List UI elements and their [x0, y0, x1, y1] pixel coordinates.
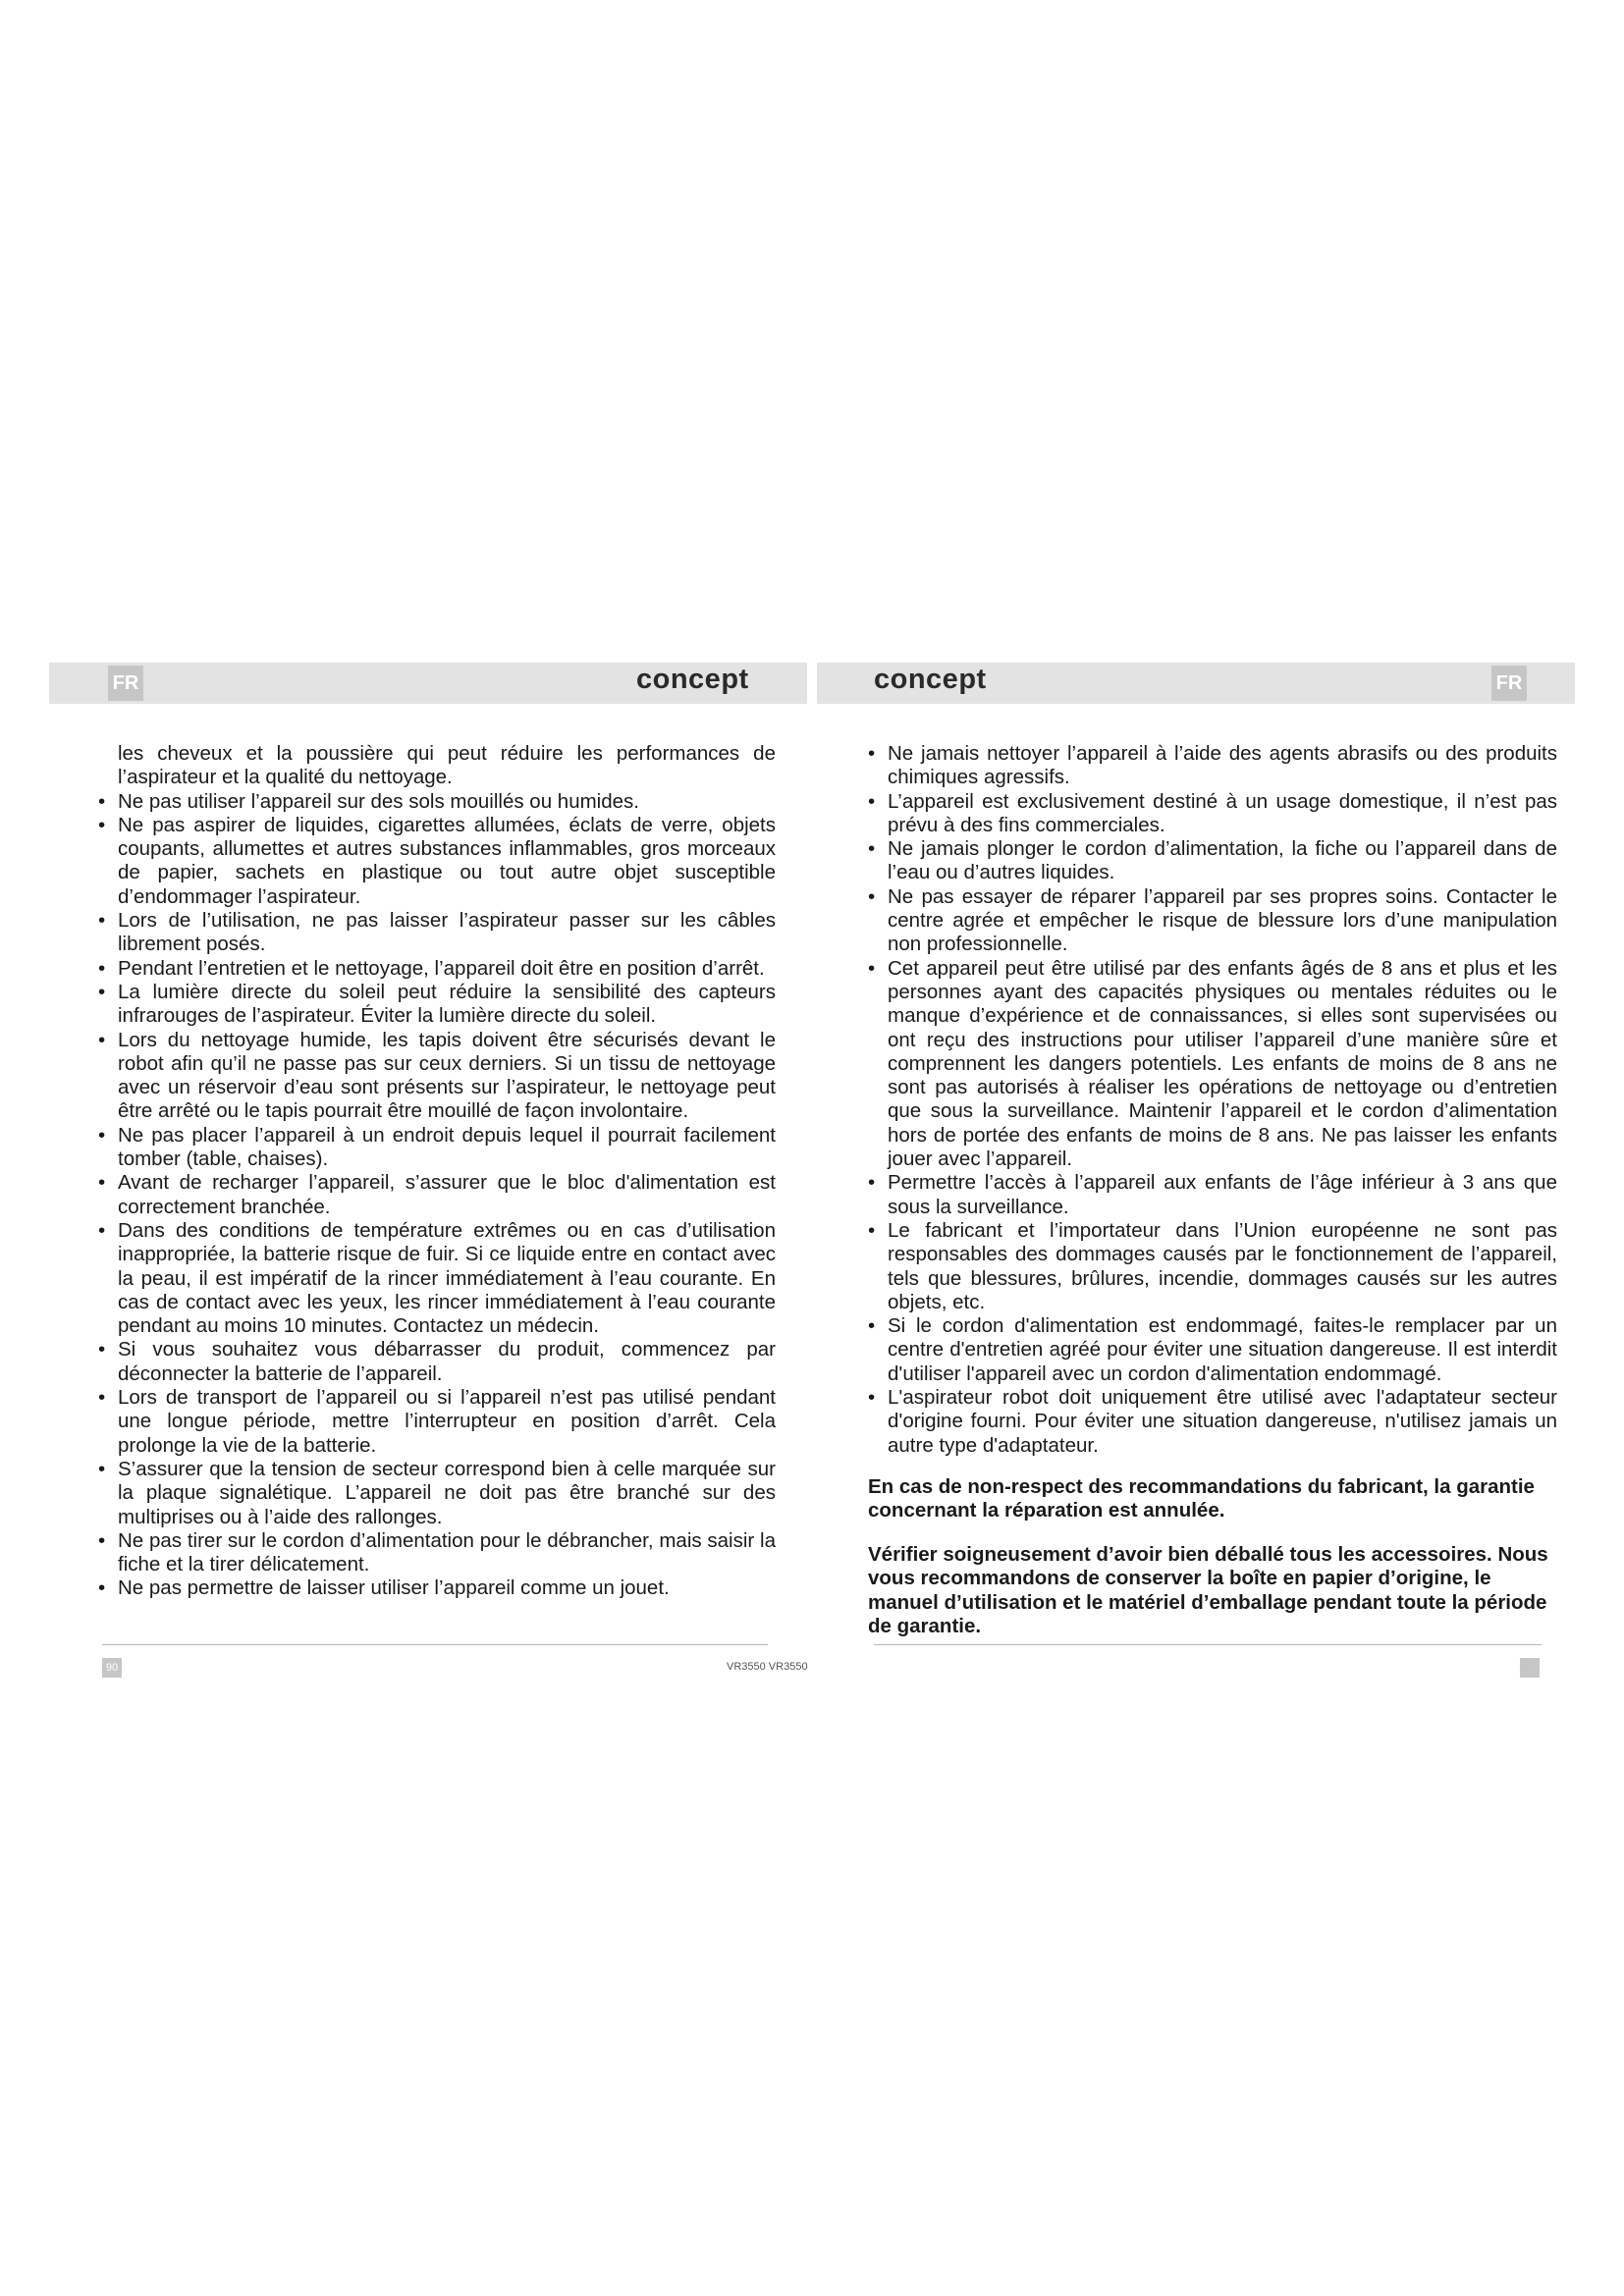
list-item: • Ne pas placer l’appareil à un endroit depuis lequel il pourrait facilement tomber (table, chaises). — [98, 1124, 776, 1172]
list-item: • Lors de transport de l’appareil ou si l’appareil n’est pas utilisé pendant une longue période, mettre l’interrupteur en position d’arrêt. Cela prolonge la vie de la batterie. — [98, 1386, 776, 1458]
model-number: VR3550 VR3550 — [727, 1661, 808, 1673]
list-item: • La lumière directe du soleil peut réduire la sensibilité des capteurs infrarouges de l’aspirateur. Éviter la lumière directe du soleil. — [98, 981, 776, 1029]
right-column — [868, 742, 1557, 1659]
list-item: • Cet appareil peut être utilisé par des enfants âgés de 8 ans et plus et les personnes ayant des capacités physiques ou mentales réduites ou le manque d’expérience et de connaissances, si elles sont supervisées ou ont reçu des instructions pour utiliser l’appareil d’une manière sûre et comprennent les dangers potentiels. Les enfants de moins de 8 ans ne sont pas autorisés à réaliser les opérations de nettoyage ou d’entretien que sous la surveillance. Maintenir l’appareil et le cordon d’alimentation hors de portée des enfants de moins de 8 ans. Ne pas laisser les enfants jouer avec l’appareil. — [868, 957, 1557, 1172]
list-item: • Permettre l’accès à l’appareil aux enfants de l’âge inférieur à 3 ans que sous la surveillance. — [868, 1171, 1557, 1219]
list-item: • Avant de recharger l’appareil, s’assurer que le bloc d'alimentation est correctement branchée. — [98, 1171, 776, 1219]
list-item: • Si vous souhaitez vous débarrasser du produit, commencez par déconnecter la batterie de l’appareil. — [98, 1338, 776, 1386]
list-item: • Ne pas utiliser l’appareil sur des sols mouillés ou humides. — [98, 790, 776, 814]
language-badge-left: FR — [108, 666, 143, 701]
safety-list-right — [868, 742, 1557, 1458]
brand-logo-left: concept — [636, 664, 749, 695]
list-item: • Dans des conditions de température extrêmes ou en cas d’utilisation inappropriée, la batterie risque de fuir. Si ce liquide entre en contact avec la peau, il est impératif de la rincer immédiatement à l’eau courante. En cas de contact avec les yeux, les rincer immédiatement à l’eau courante pendant au moins 10 minutes. Contactez un médecin. — [98, 1219, 776, 1338]
list-item: • Ne jamais nettoyer l’appareil à l’aide des agents abrasifs ou des produits chimiques agressifs. — [868, 742, 1557, 790]
list-item: • Pendant l’entretien et le nettoyage, l’appareil doit être en position d’arrêt. — [98, 957, 776, 981]
list-item: • Si le cordon d'alimentation est endommagé, faites-le remplacer par un centre d'entretien agréé pour éviter une situation dangereuse. Il est interdit d'utiliser l'appareil avec un cordon d'alimentation endommagé. — [868, 1314, 1557, 1386]
page-number-left: 90 — [102, 1658, 122, 1678]
list-item: • L'aspirateur robot doit uniquement être utilisé avec l'adaptateur secteur d'origine fourni. Pour éviter une situation dangereuse, n'utilisez jamais un autre type d'adaptateur. — [868, 1386, 1557, 1458]
continuation-text: les cheveux et la poussière qui peut réduire les performances de l’aspirateur et la qualité du nettoyage. — [118, 742, 776, 789]
list-item: • Ne pas essayer de réparer l’appareil par ses propres soins. Contacter le centre agrée et empêcher le risque de blessure lors d’une manipulation non professionnelle. — [868, 885, 1557, 957]
footer-divider-left — [102, 1644, 768, 1645]
warranty-warning: En cas de non-respect des recommandations du fabricant, la garantie concernant la réparation est annulée. — [868, 1474, 1535, 1522]
list-item: • Lors du nettoyage humide, les tapis doivent être sécurisés devant le robot afin qu’il ne passe pas sur ceux derniers. Si un tissu de nettoyage avec un réservoir d’eau sont présents sur l’aspirateur, le nettoyage peut être arrêté ou le tapis pourrait être mouillé de façon involontaire. — [98, 1029, 776, 1124]
safety-list-left — [98, 790, 776, 1601]
list-item: • Ne pas permettre de laisser utiliser l’appareil comme un jouet. — [98, 1576, 776, 1600]
left-column — [98, 742, 776, 1601]
list-item: • Le fabricant et l’importateur dans l’Union européenne ne sont pas responsables des dommages causés par le fonctionnement de l’appareil, tels que blessures, brûlures, incendie, dommages causés sur les autres objets, etc. — [868, 1219, 1557, 1314]
list-item: • Ne jamais plonger le cordon d’alimentation, la fiche ou l’appareil dans de l’eau ou d’autres liquides. — [868, 837, 1557, 885]
accessories-notice: Vérifier soigneusement d’avoir bien déballé tous les accessoires. Nous vous recommandons de conserver la boîte en papier d’origine, le manuel d’utilisation et le matériel d’emballage pendant toute la période de garantie. — [868, 1543, 1548, 1637]
language-badge-right: FR — [1491, 666, 1527, 701]
brand-logo-right: concept — [874, 664, 987, 695]
page-number-right — [1520, 1658, 1540, 1678]
list-item: • Ne pas tirer sur le cordon d’alimentation pour le débrancher, mais saisir la fiche et la tirer délicatement. — [98, 1529, 776, 1577]
footer-divider-right — [874, 1644, 1542, 1645]
list-item: • Ne pas aspirer de liquides, cigarettes allumées, éclats de verre, objets coupants, allumettes et autres substances inflammables, gros morceaux de papier, sachets en plastique ou tout autre objet susceptible d’endommager l’aspirateur. — [98, 814, 776, 909]
list-item: • L’appareil est exclusivement destiné à un usage domestique, il n’est pas prévu à des fins commerciales. — [868, 790, 1557, 838]
list-item: • Lors de l’utilisation, ne pas laisser l’aspirateur passer sur les câbles librement posés. — [98, 909, 776, 957]
list-item: • S’assurer que la tension de secteur correspond bien à celle marquée sur la plaque signalétique. L’appareil ne doit pas être branché sur des multiprises ou à l’aide des rallonges. — [98, 1458, 776, 1529]
